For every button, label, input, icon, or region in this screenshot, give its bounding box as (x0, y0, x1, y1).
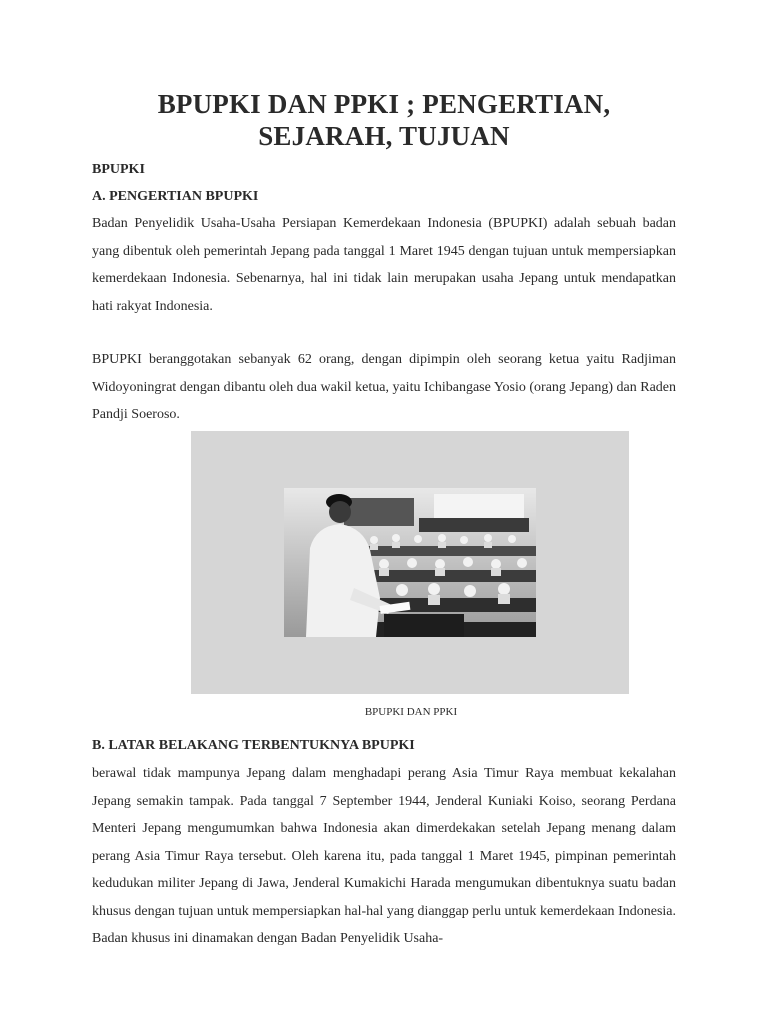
figure-frame (191, 431, 629, 694)
bpupki-meeting-photo (284, 488, 536, 637)
paragraph-definition: Badan Penyelidik Usaha-Usaha Persiapan Kemerdekaan Indonesia (BPUPKI) adalah sebuah badan yang dibentuk oleh pemerintah Jepang pada tanggal 1 Maret 1945 dengan tujuan untuk mempersiapkan kemerdekaan Indonesia. Sebenarnya, hal ini tidak lain merupakan usaha Jepang untuk mendapatkan hati rakyat Indonesia. (92, 216, 676, 314)
paragraph-members: BPUPKI beranggotakan sebanyak 62 orang, dengan dipimpin oleh seorang ketua yaitu Radjiman Widoyoningrat dengan dibantu oleh dua wakil ketua, yaitu Ichibangase Yosio (orang Jepang) dan Raden Pandji Soeroso. (92, 352, 676, 422)
heading-a: A. PENGERTIAN BPUPKI (92, 189, 259, 204)
document-title: BPUPKI DAN PPKI ; PENGERTIAN, SEJARAH, TUJUAN (157, 89, 611, 151)
figure-caption: BPUPKI DAN PPKI (364, 706, 458, 718)
paragraph-background: berawal tidak mampunya Jepang dalam menghadapi perang Asia Timur Raya membuat kekalahan Jepang semakin tampak. Pada tanggal 7 September 1944, Jenderal Kuniaki Koiso, seorang Perdana Menteri Jepang mengumumkan bahwa Indonesia akan dimerdekakan setelah Jepang menang dalam perang Asia Timur Raya tersebut. Oleh karena itu, pada tanggal 1 Maret 1945, pimpinan pemerintah kedudukan militer Jepang di Jawa, Jenderal Kumakichi Harada mengumukan dibentuknya suatu badan khusus dengan tujuan untuk mempersiapkan hal-hal yang dianggap perlu untuk kemerdekaan Indonesia. Badan khusus ini dinamakan dengan Badan Penyelidik Usaha- (92, 766, 676, 946)
heading-b: B. LATAR BELAKANG TERBENTUKNYA BPUPKI (92, 738, 415, 753)
section-label: BPUPKI (92, 162, 145, 177)
